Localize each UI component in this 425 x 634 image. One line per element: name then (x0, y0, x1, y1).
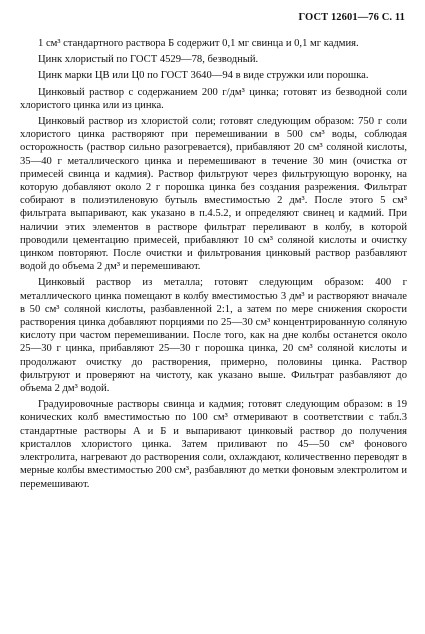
paragraph-zinc-solution: Цинковый раствор с содержанием 200 г/дм³ цинка; готовят из безводной соли хлористого цинка или из цинка. (20, 86, 407, 111)
paragraph-zinc-solution-from-metal: Цинковый раствор из металла; готовят следующим образом: 400 г металлического цинка помещают в колбу вместимостью 3 дм³ и растворяют вначале в 50 см³ соляной кислоты, разбавленной 2:1, а затем по мере снижения скорости растворения цинка добавляют порциями по 25—30 см³ концентрированную соляную кислоту при частом перемешивании. После того, как на дне колбы останется около 25—30 г цинка, прибавляют 25—30 г порошка цинка, 20 см³ соляной кислоты и продолжают очистку до растворения, примерно, половины цинка. Раствор фильтруют и проверяют на чистоту, как указано выше. Фильтрат разбавляют до объема 2 дм³ водой. (20, 277, 407, 395)
paragraph-zinc-solution-from-salt: Цинковый раствор из хлористой соли; готовят следующим образом: 750 г соли хлористого цинка растворяют при перемешивании в 500 см³ воды, соблюдая осторожность (раствор сильно разогревается), прибавляют 20 см³ соляной кислоты, 35—40 г металлического цинка и перемешивают в течение 30 мин (очистка от примесей свинца и кадмия). Раствор фильтруют через фильтрующую воронку, на которую добавляют около 2 г порошка цинка без создания разрежения. Фильтрат собирают в полиэтиленовую бутыль вместимостью 2 дм³. После этого 5 см³ фильтрата выпаривают, как указано в п.4.5.2, и определяют свинец и кадмий. При наличии этих элементов в растворе фильтрат переливают в колбу, в которой проводили цементацию примесей, прибавляют 10 см³ соляной кислоты и очистку цинком повторяют. После очистки и фильтрования цинковый раствор разбавляют водой до объема 2 дм³ и перемешивают. (20, 116, 407, 273)
paragraph-zinc-grade: Цинк марки ЦВ или Ц0 по ГОСТ 3640—94 в виде стружки или порошка. (38, 70, 369, 82)
paragraph-calibration-solutions: Градуировочные растворы свинца и кадмия; готовят следующим образом: в 19 конических колб вместимостью по 100 см³ отмеривают в соответствии с табл.3 стандартные растворы А и Б и выпаривают цинковый раствор до получения кристаллов хлористого цинка. Затем приливают по 45—50 см³ фонового электролита, нагревают до растворения соли, охлаждают, количественно переводят в мерные колбы вместимостью 200 см³, разбавляют до метки фоновым электролитом и перемешивают. (20, 399, 407, 490)
paragraph-zinc-chloride: Цинк хлористый по ГОСТ 4529—78, безводный. (38, 54, 259, 66)
document-body (20, 37, 407, 494)
paragraph-standard-solution-b: 1 см³ стандартного раствора Б содержит 0,1 мг свинца и 0,1 мг кадмия. (38, 38, 359, 49)
page-header: ГОСТ 12601—76 С. 11 (298, 12, 405, 23)
